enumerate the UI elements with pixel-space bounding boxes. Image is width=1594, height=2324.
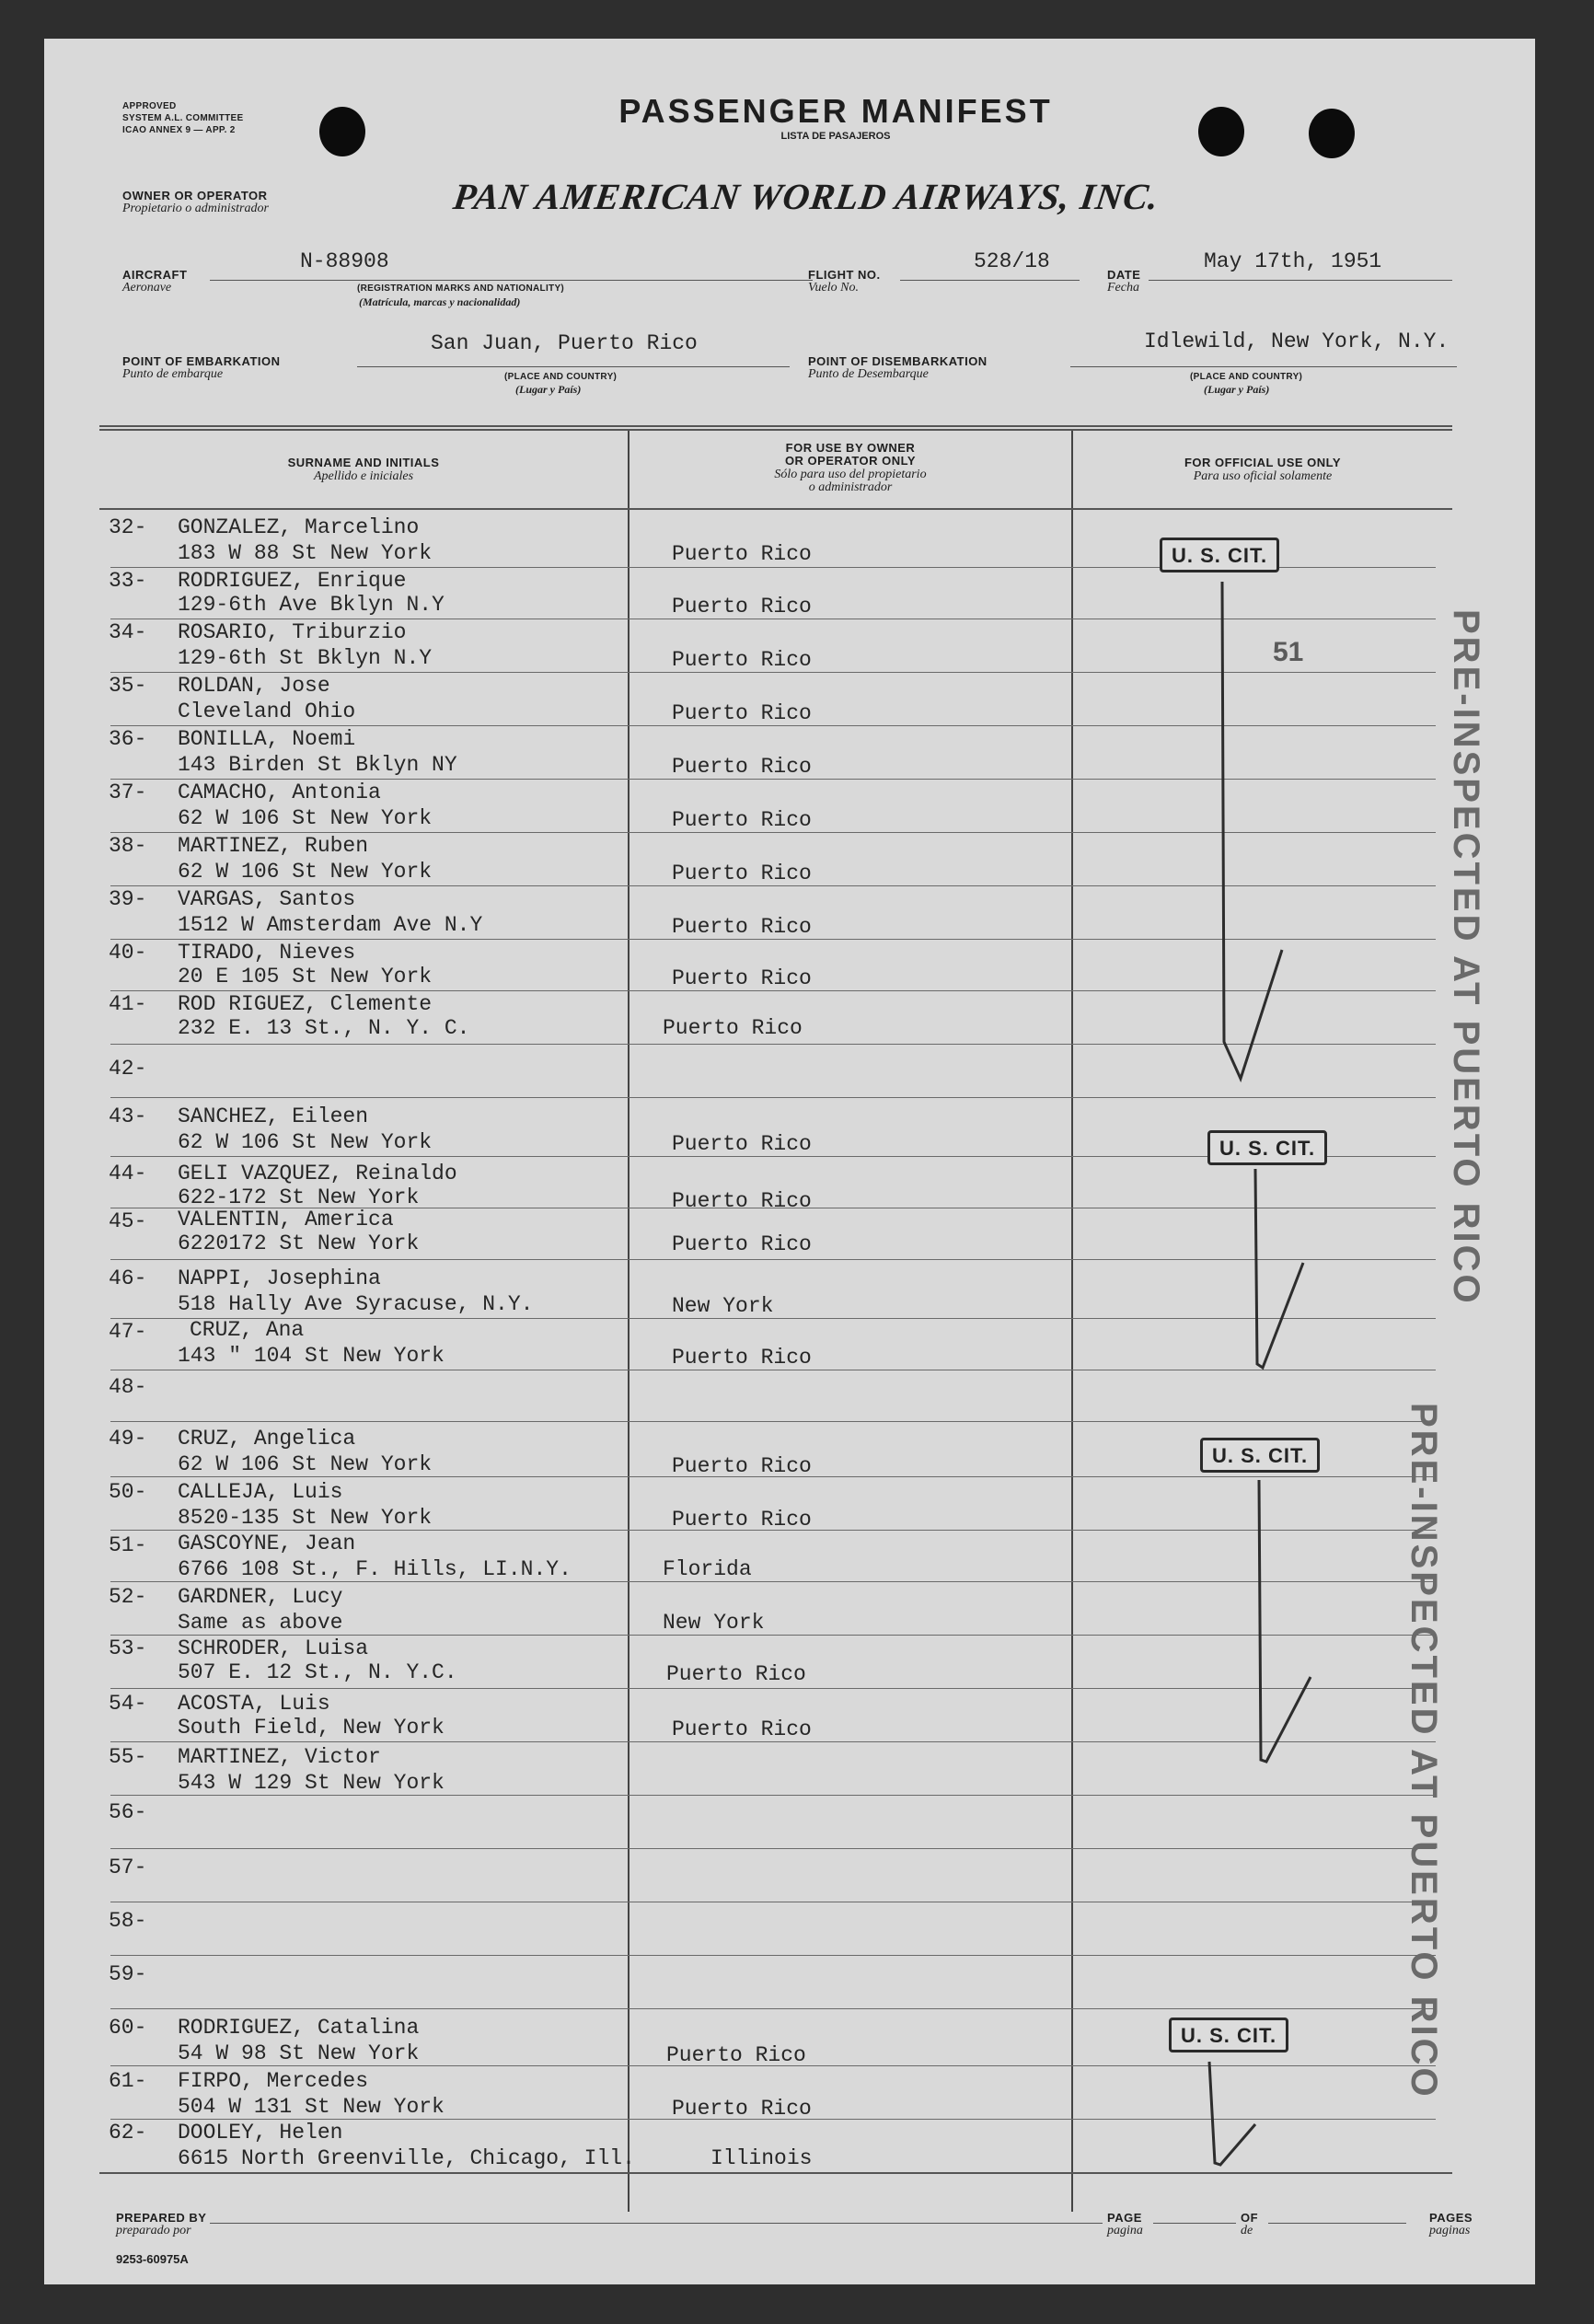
passenger-destination: Puerto Rico xyxy=(672,861,812,885)
passenger-destination: Puerto Rico xyxy=(672,2097,812,2121)
passenger-name: CRUZ, Angelica xyxy=(178,1427,356,1451)
of-label-es: de xyxy=(1241,2224,1253,2237)
row-number: 50- xyxy=(109,1480,147,1504)
form-title: PASSENGER MANIFEST xyxy=(618,92,1053,130)
row-number: 55- xyxy=(109,1745,147,1769)
passenger-destination: New York xyxy=(663,1611,765,1635)
passenger-destination: Puerto Rico xyxy=(672,1189,812,1213)
passenger-destination: Puerto Rico xyxy=(672,542,812,566)
embark-place: San Juan, Puerto Rico xyxy=(431,331,698,355)
check-mark-icon xyxy=(1259,1480,1311,1762)
registration-caption: (REGISTRATION MARKS AND NATIONALITY) xyxy=(357,283,565,294)
official-note: 51 xyxy=(1273,637,1304,667)
passenger-name: ACOSTA, Luis xyxy=(178,1692,330,1716)
passenger-name: GONZALEZ, Marcelino xyxy=(178,515,420,539)
approval-line: ICAO ANNEX 9 — APP. 2 xyxy=(122,125,236,135)
passenger-address: Same as above xyxy=(178,1611,343,1635)
passenger-name: DOOLEY, Helen xyxy=(178,2121,343,2145)
passenger-destination: Puerto Rico xyxy=(663,1016,803,1040)
passenger-destination: Puerto Rico xyxy=(666,2043,806,2067)
pre-inspected-stamp: PRE-INSPECTED AT PUERTO RICO xyxy=(1403,1403,1444,2099)
pre-inspected-stamp: PRE-INSPECTED AT PUERTO RICO xyxy=(1446,609,1486,1306)
date-label-es: Fecha xyxy=(1107,281,1139,295)
passenger-destination: Puerto Rico xyxy=(672,1717,812,1741)
passenger-address: 62 W 106 St New York xyxy=(178,806,433,830)
passenger-address: 543 W 129 St New York xyxy=(178,1771,445,1795)
passenger-name: ROD RIGUEZ, Clemente xyxy=(178,992,433,1016)
row-number: 48- xyxy=(109,1375,147,1399)
embark-label: POINT OF EMBARKATION xyxy=(122,354,281,368)
col-header-operator-es: o administrador xyxy=(808,480,893,494)
passenger-destination: Puerto Rico xyxy=(672,915,812,939)
row-number: 60- xyxy=(109,2016,147,2040)
us-citizen-stamp: U. S. CIT. xyxy=(1200,1438,1320,1473)
row-number: 34- xyxy=(109,620,147,644)
passenger-address: 6220172 St New York xyxy=(178,1231,420,1255)
manifest-sheet xyxy=(44,39,1535,2284)
passenger-address: 8520-135 St New York xyxy=(178,1506,433,1530)
passenger-name: SCHRODER, Luisa xyxy=(178,1636,369,1660)
owner-label: OWNER OR OPERATOR xyxy=(122,189,268,202)
operator-name: PAN AMERICAN WORLD AIRWAYS, INC. xyxy=(450,176,1162,217)
row-number: 51- xyxy=(109,1533,147,1557)
passenger-name: VARGAS, Santos xyxy=(178,887,356,911)
aircraft-label: AIRCRAFT xyxy=(122,268,188,282)
passenger-name: ROLDAN, Jose xyxy=(178,674,330,698)
row-number: 41- xyxy=(109,992,147,1016)
row-number: 46- xyxy=(109,1266,147,1290)
passenger-address: 183 W 88 St New York xyxy=(178,541,433,565)
passenger-name: TIRADO, Nieves xyxy=(178,941,356,965)
col-header-operator-es: Sólo para uso del propietario xyxy=(774,468,927,481)
passenger-address: 129-6th Ave Bklyn N.Y xyxy=(178,593,445,617)
us-citizen-stamp: U. S. CIT. xyxy=(1207,1130,1327,1165)
passenger-destination: New York xyxy=(672,1294,774,1318)
owner-label-es: Propietario o administrador xyxy=(122,202,269,215)
passenger-destination: Puerto Rico xyxy=(672,808,812,832)
passenger-destination: Puerto Rico xyxy=(672,595,812,619)
passenger-address: 232 E. 13 St., N. Y. C. xyxy=(178,1016,470,1040)
row-number: 62- xyxy=(109,2121,147,2145)
passenger-name: VALENTIN, America xyxy=(178,1208,394,1231)
place-caption-es: (Lugar y País) xyxy=(515,383,582,396)
passenger-name: ROSARIO, Triburzio xyxy=(178,620,407,644)
page-label: PAGE xyxy=(1107,2211,1142,2225)
row-number: 32- xyxy=(109,515,147,539)
date-label: DATE xyxy=(1107,268,1141,282)
row-number: 44- xyxy=(109,1162,147,1185)
pages-label-es: paginas xyxy=(1429,2224,1471,2237)
passenger-address: 143 " 104 St New York xyxy=(178,1344,445,1368)
passenger-name: GARDNER, Lucy xyxy=(178,1585,343,1609)
row-number: 42- xyxy=(109,1057,147,1081)
row-number: 58- xyxy=(109,1909,147,1933)
passenger-name: CRUZ, Ana xyxy=(190,1318,305,1342)
row-number: 45- xyxy=(109,1209,147,1233)
check-mark-icon xyxy=(1222,582,1282,1079)
passenger-address: 6766 108 St., F. Hills, LI.N.Y. xyxy=(178,1557,572,1581)
passenger-destination: Puerto Rico xyxy=(672,1232,812,1256)
passenger-address: 143 Birden St Bklyn NY xyxy=(178,753,457,777)
flight-number: 528/18 xyxy=(974,249,1050,273)
row-number: 53- xyxy=(109,1636,147,1660)
passenger-name: MARTINEZ, Ruben xyxy=(178,834,369,858)
embark-label-es: Punto de embarque xyxy=(122,367,224,381)
passenger-name: MARTINEZ, Victor xyxy=(178,1745,381,1769)
row-number: 36- xyxy=(109,727,147,751)
col-header-official-es: Para uso oficial solamente xyxy=(1193,469,1333,483)
passenger-destination: Puerto Rico xyxy=(666,1662,806,1686)
passenger-destination: Puerto Rico xyxy=(672,755,812,779)
place-caption-es: (Lugar y País) xyxy=(1204,383,1270,396)
row-number: 49- xyxy=(109,1427,147,1451)
place-caption: (PLACE AND COUNTRY) xyxy=(1190,372,1303,382)
row-number: 35- xyxy=(109,674,147,698)
passenger-address: 622-172 St New York xyxy=(178,1185,420,1209)
pages-label: PAGES xyxy=(1429,2211,1473,2225)
passenger-name: GELI VAZQUEZ, Reinaldo xyxy=(178,1162,457,1185)
passenger-destination: Puerto Rico xyxy=(672,1508,812,1532)
row-number: 57- xyxy=(109,1856,147,1879)
passenger-address: 54 W 98 St New York xyxy=(178,2041,420,2065)
passenger-address: 504 W 131 St New York xyxy=(178,2095,445,2119)
of-label: OF xyxy=(1241,2211,1259,2225)
passenger-destination: Puerto Rico xyxy=(672,966,812,990)
passenger-name: SANCHEZ, Eileen xyxy=(178,1104,369,1128)
passenger-destination: Puerto Rico xyxy=(672,1346,812,1370)
flight-label: FLIGHT NO. xyxy=(808,268,881,282)
passenger-name: RODRIGUEZ, Catalina xyxy=(178,2016,420,2040)
flight-date: May 17th, 1951 xyxy=(1204,249,1382,273)
check-marks xyxy=(44,39,1535,2284)
us-citizen-stamp: U. S. CIT. xyxy=(1169,2018,1288,2052)
approval-line: APPROVED xyxy=(122,101,177,111)
col-header-surname: SURNAME AND INITIALS xyxy=(287,456,440,469)
row-number: 56- xyxy=(109,1800,147,1824)
passenger-address: 6615 North Greenville, Chicago, Ill. xyxy=(178,2146,635,2170)
registration-caption-es: (Matrícula, marcas y nacionalidad) xyxy=(359,295,521,308)
page-label-es: pagina xyxy=(1107,2224,1143,2237)
row-number: 52- xyxy=(109,1585,147,1609)
us-citizen-stamp: U. S. CIT. xyxy=(1160,538,1279,572)
col-header-official: FOR OFFICIAL USE ONLY xyxy=(1184,456,1342,469)
passenger-address: 129-6th St Bklyn N.Y xyxy=(178,646,433,670)
row-number: 61- xyxy=(109,2069,147,2093)
row-number: 43- xyxy=(109,1104,147,1128)
form-number: 9253-60975A xyxy=(116,2252,189,2266)
row-number: 33- xyxy=(109,569,147,593)
page-line xyxy=(1153,2223,1236,2224)
passenger-address: 507 E. 12 St., N. Y.C. xyxy=(178,1660,457,1684)
disembark-label: POINT OF DISEMBARKATION xyxy=(808,354,988,368)
flight-label-es: Vuelo No. xyxy=(808,281,859,295)
passenger-destination: Illinois xyxy=(710,2146,813,2170)
passenger-destination: Florida xyxy=(663,1557,752,1581)
row-number: 47- xyxy=(109,1320,147,1344)
passenger-address: Cleveland Ohio xyxy=(178,700,356,723)
passenger-destination: Puerto Rico xyxy=(672,1132,812,1156)
row-number: 39- xyxy=(109,887,147,911)
row-number: 54- xyxy=(109,1692,147,1716)
prepared-by-line xyxy=(210,2223,1103,2224)
col-header-surname-es: Apellido e iniciales xyxy=(313,469,414,483)
passenger-name: GASCOYNE, Jean xyxy=(178,1532,356,1555)
check-mark-icon xyxy=(1209,2062,1255,2165)
row-number: 40- xyxy=(109,941,147,965)
passenger-name: NAPPI, Josephina xyxy=(178,1266,381,1290)
passenger-destination: Puerto Rico xyxy=(672,648,812,672)
disembark-label-es: Punto de Desembarque xyxy=(808,367,929,381)
passenger-address: 518 Hally Ave Syracuse, N.Y. xyxy=(178,1292,534,1316)
row-number: 37- xyxy=(109,780,147,804)
passenger-destination: Puerto Rico xyxy=(672,701,812,725)
form-title-spanish: LISTA DE PASAJEROS xyxy=(780,131,891,142)
col-header-operator: OR OPERATOR ONLY xyxy=(784,454,917,468)
row-number: 59- xyxy=(109,1962,147,1986)
passenger-address: 20 E 105 St New York xyxy=(178,965,433,989)
aircraft-label-es: Aeronave xyxy=(122,281,172,295)
passenger-name: CALLEJA, Luis xyxy=(178,1480,343,1504)
passenger-destination: Puerto Rico xyxy=(672,1454,812,1478)
passenger-name: FIRPO, Mercedes xyxy=(178,2069,369,2093)
place-caption: (PLACE AND COUNTRY) xyxy=(504,372,618,382)
passenger-address: 62 W 106 St New York xyxy=(178,1130,433,1154)
prepared-by-label-es: preparado por xyxy=(116,2224,191,2237)
passenger-address: 1512 W Amsterdam Ave N.Y xyxy=(178,913,483,937)
row-number: 38- xyxy=(109,834,147,858)
passenger-address: 62 W 106 St New York xyxy=(178,860,433,884)
approval-line: SYSTEM A.L. COMMITTEE xyxy=(122,113,244,123)
passenger-address: 62 W 106 St New York xyxy=(178,1452,433,1476)
check-mark-icon xyxy=(1255,1169,1303,1368)
of-line xyxy=(1268,2223,1406,2224)
col-header-operator: FOR USE BY OWNER xyxy=(785,441,916,455)
passenger-name: RODRIGUEZ, Enrique xyxy=(178,569,407,593)
passenger-name: CAMACHO, Antonia xyxy=(178,780,381,804)
aircraft-registration: N-88908 xyxy=(300,249,389,273)
prepared-by-label: PREPARED BY xyxy=(116,2211,207,2225)
passenger-address: South Field, New York xyxy=(178,1716,445,1740)
passenger-name: BONILLA, Noemi xyxy=(178,727,356,751)
disembark-place: Idlewild, New York, N.Y. xyxy=(1144,330,1450,353)
